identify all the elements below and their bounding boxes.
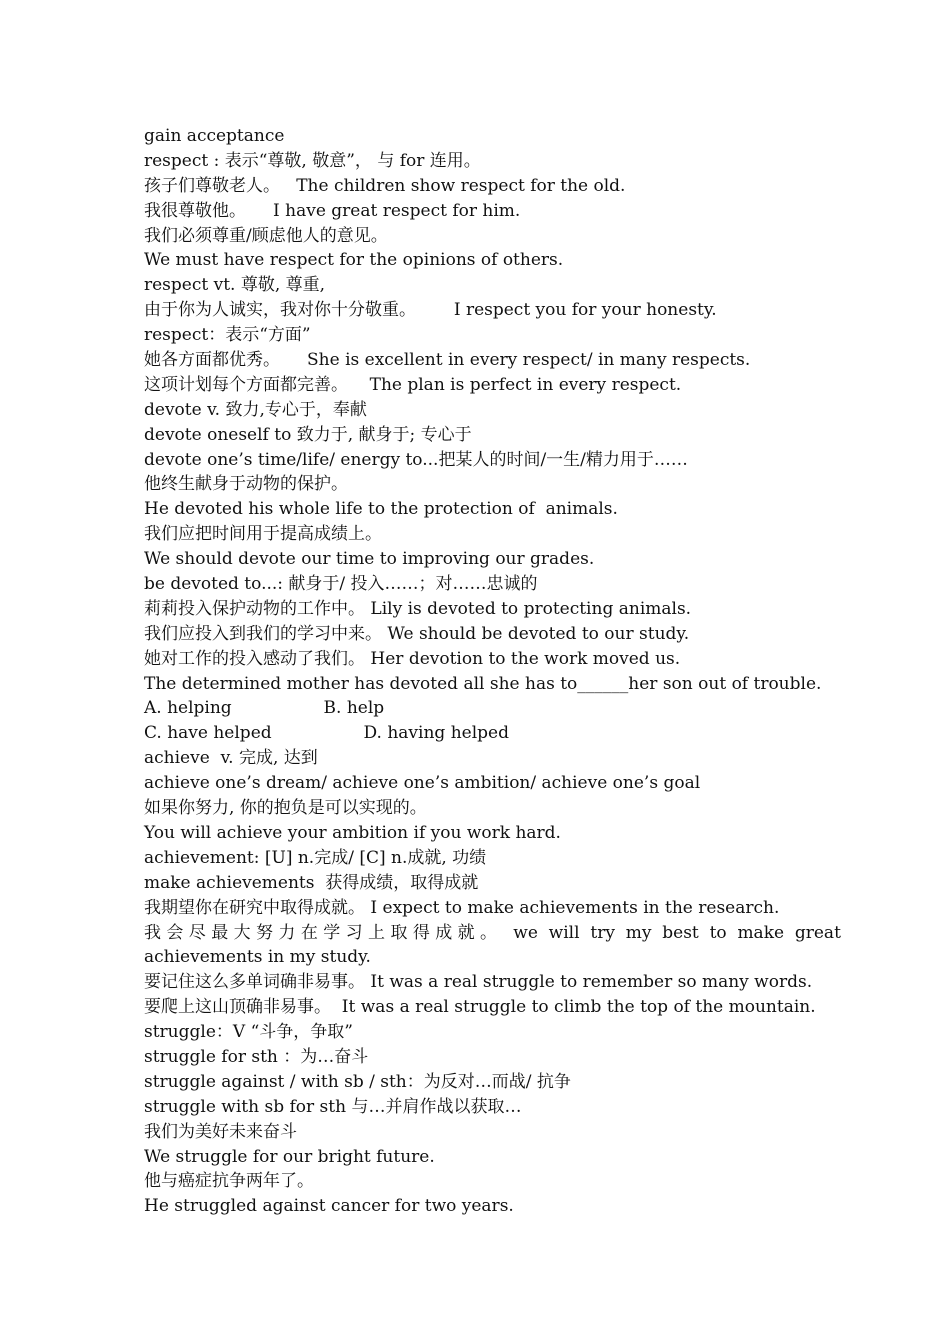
text-line: 孩子们尊敬老人。 The children show respect for the old.	[144, 175, 626, 196]
text-line: respect : 表示“尊敬, 敬意”， 与 for 连用。	[144, 150, 481, 171]
text-line: 我们应投入到我们的学习中来。 We should be devoted to our study.	[144, 623, 690, 644]
text-line: He struggled against cancer for two years.	[144, 1196, 514, 1217]
text-line: struggle：V “斗争，争取”	[144, 1022, 353, 1043]
text-line: devote v. 致力,专心于，奉献	[144, 399, 367, 420]
exercise-options-cd: C. have helped D. having helped	[144, 723, 509, 744]
text-line: 他与癌症抗争两年了。	[144, 1171, 314, 1192]
exercise-options-ab: A. helping B. help	[144, 698, 385, 719]
text-line: 如果你努力, 你的抱负是可以实现的。	[144, 798, 427, 819]
text-line: 我们应把时间用于提高成绩上。	[144, 524, 382, 545]
text-line: 他终生献身于动物的保护。	[144, 474, 348, 495]
text-line: We must have respect for the opinions of others.	[144, 250, 564, 271]
document-body	[144, 124, 841, 1219]
text-line: respect vt. 尊敬, 尊重,	[144, 275, 326, 296]
text-line: struggle for sth ：为…奋斗	[144, 1046, 369, 1067]
text-line: achieve v. 完成, 达到	[144, 748, 318, 769]
text-line: 我们必须尊重/顾虑他人的意见。	[144, 225, 388, 246]
text-line: 我很尊敬他。 I have great respect for him.	[144, 200, 521, 221]
text-line: We struggle for our bright future.	[144, 1146, 435, 1167]
text-line: He devoted his whole life to the protection of animals.	[144, 499, 618, 520]
text-line: gain acceptance	[144, 126, 285, 146]
text-line: respect：表示“方面”	[144, 325, 311, 346]
text-line: We should devote our time to improving our grades.	[144, 549, 595, 570]
text-line: 我 会 尽 最 大 努 力 在 学 习 上 取 得 成 就 。 we will try my best to make great	[144, 922, 841, 943]
text-line: achieve one’s dream/ achieve one’s ambition/ achieve one’s goal	[144, 773, 701, 794]
text-line: struggle with sb for sth 与…并肩作战以获取…	[144, 1096, 522, 1117]
text-line: achievements in my study.	[144, 947, 371, 968]
text-line: 我们为美好未来奋斗	[144, 1121, 297, 1142]
text-line: 莉莉投入保护动物的工作中。 Lily is devoted to protecting animals.	[144, 598, 692, 619]
text-line: 她各方面都优秀。 She is excellent in every respect/ in many respects.	[144, 350, 751, 371]
text-line: You will achieve your ambition if you work hard.	[144, 822, 561, 843]
text-line: devote one’s time/life/ energy to...把某人的时间/一生/精力用于……	[144, 449, 688, 470]
text-line: 这项计划每个方面都完善。 The plan is perfect in every respect.	[144, 374, 682, 395]
text-line: be devoted to...: 献身于/ 投入……；对……忠诚的	[144, 574, 538, 595]
text-line: make achievements 获得成绩，取得成就	[144, 872, 479, 893]
text-line: struggle against / with sb / sth：为反对…而战/ 抗争	[144, 1071, 571, 1092]
exercise-question: The determined mother has devoted all she has to______her son out of trouble.	[144, 673, 822, 694]
text-line: 要记住这么多单词确非易事。 It was a real struggle to remember so many words.	[144, 972, 813, 993]
text-line: devote oneself to 致力于, 献身于; 专心于	[144, 424, 472, 445]
text-line: 由于你为人诚实，我对你十分敬重。 I respect you for your honesty.	[144, 300, 717, 321]
text-line: 我期望你在研究中取得成就。 I expect to make achievements in the research.	[144, 897, 780, 918]
text-line: 要爬上这山顶确非易事。 It was a real struggle to climb the top of the mountain.	[144, 997, 816, 1018]
text-line: 她对工作的投入感动了我们。 Her devotion to the work moved us.	[144, 648, 681, 669]
text-line: achievement: [U] n.完成/ [C] n.成就, 功绩	[144, 847, 487, 868]
